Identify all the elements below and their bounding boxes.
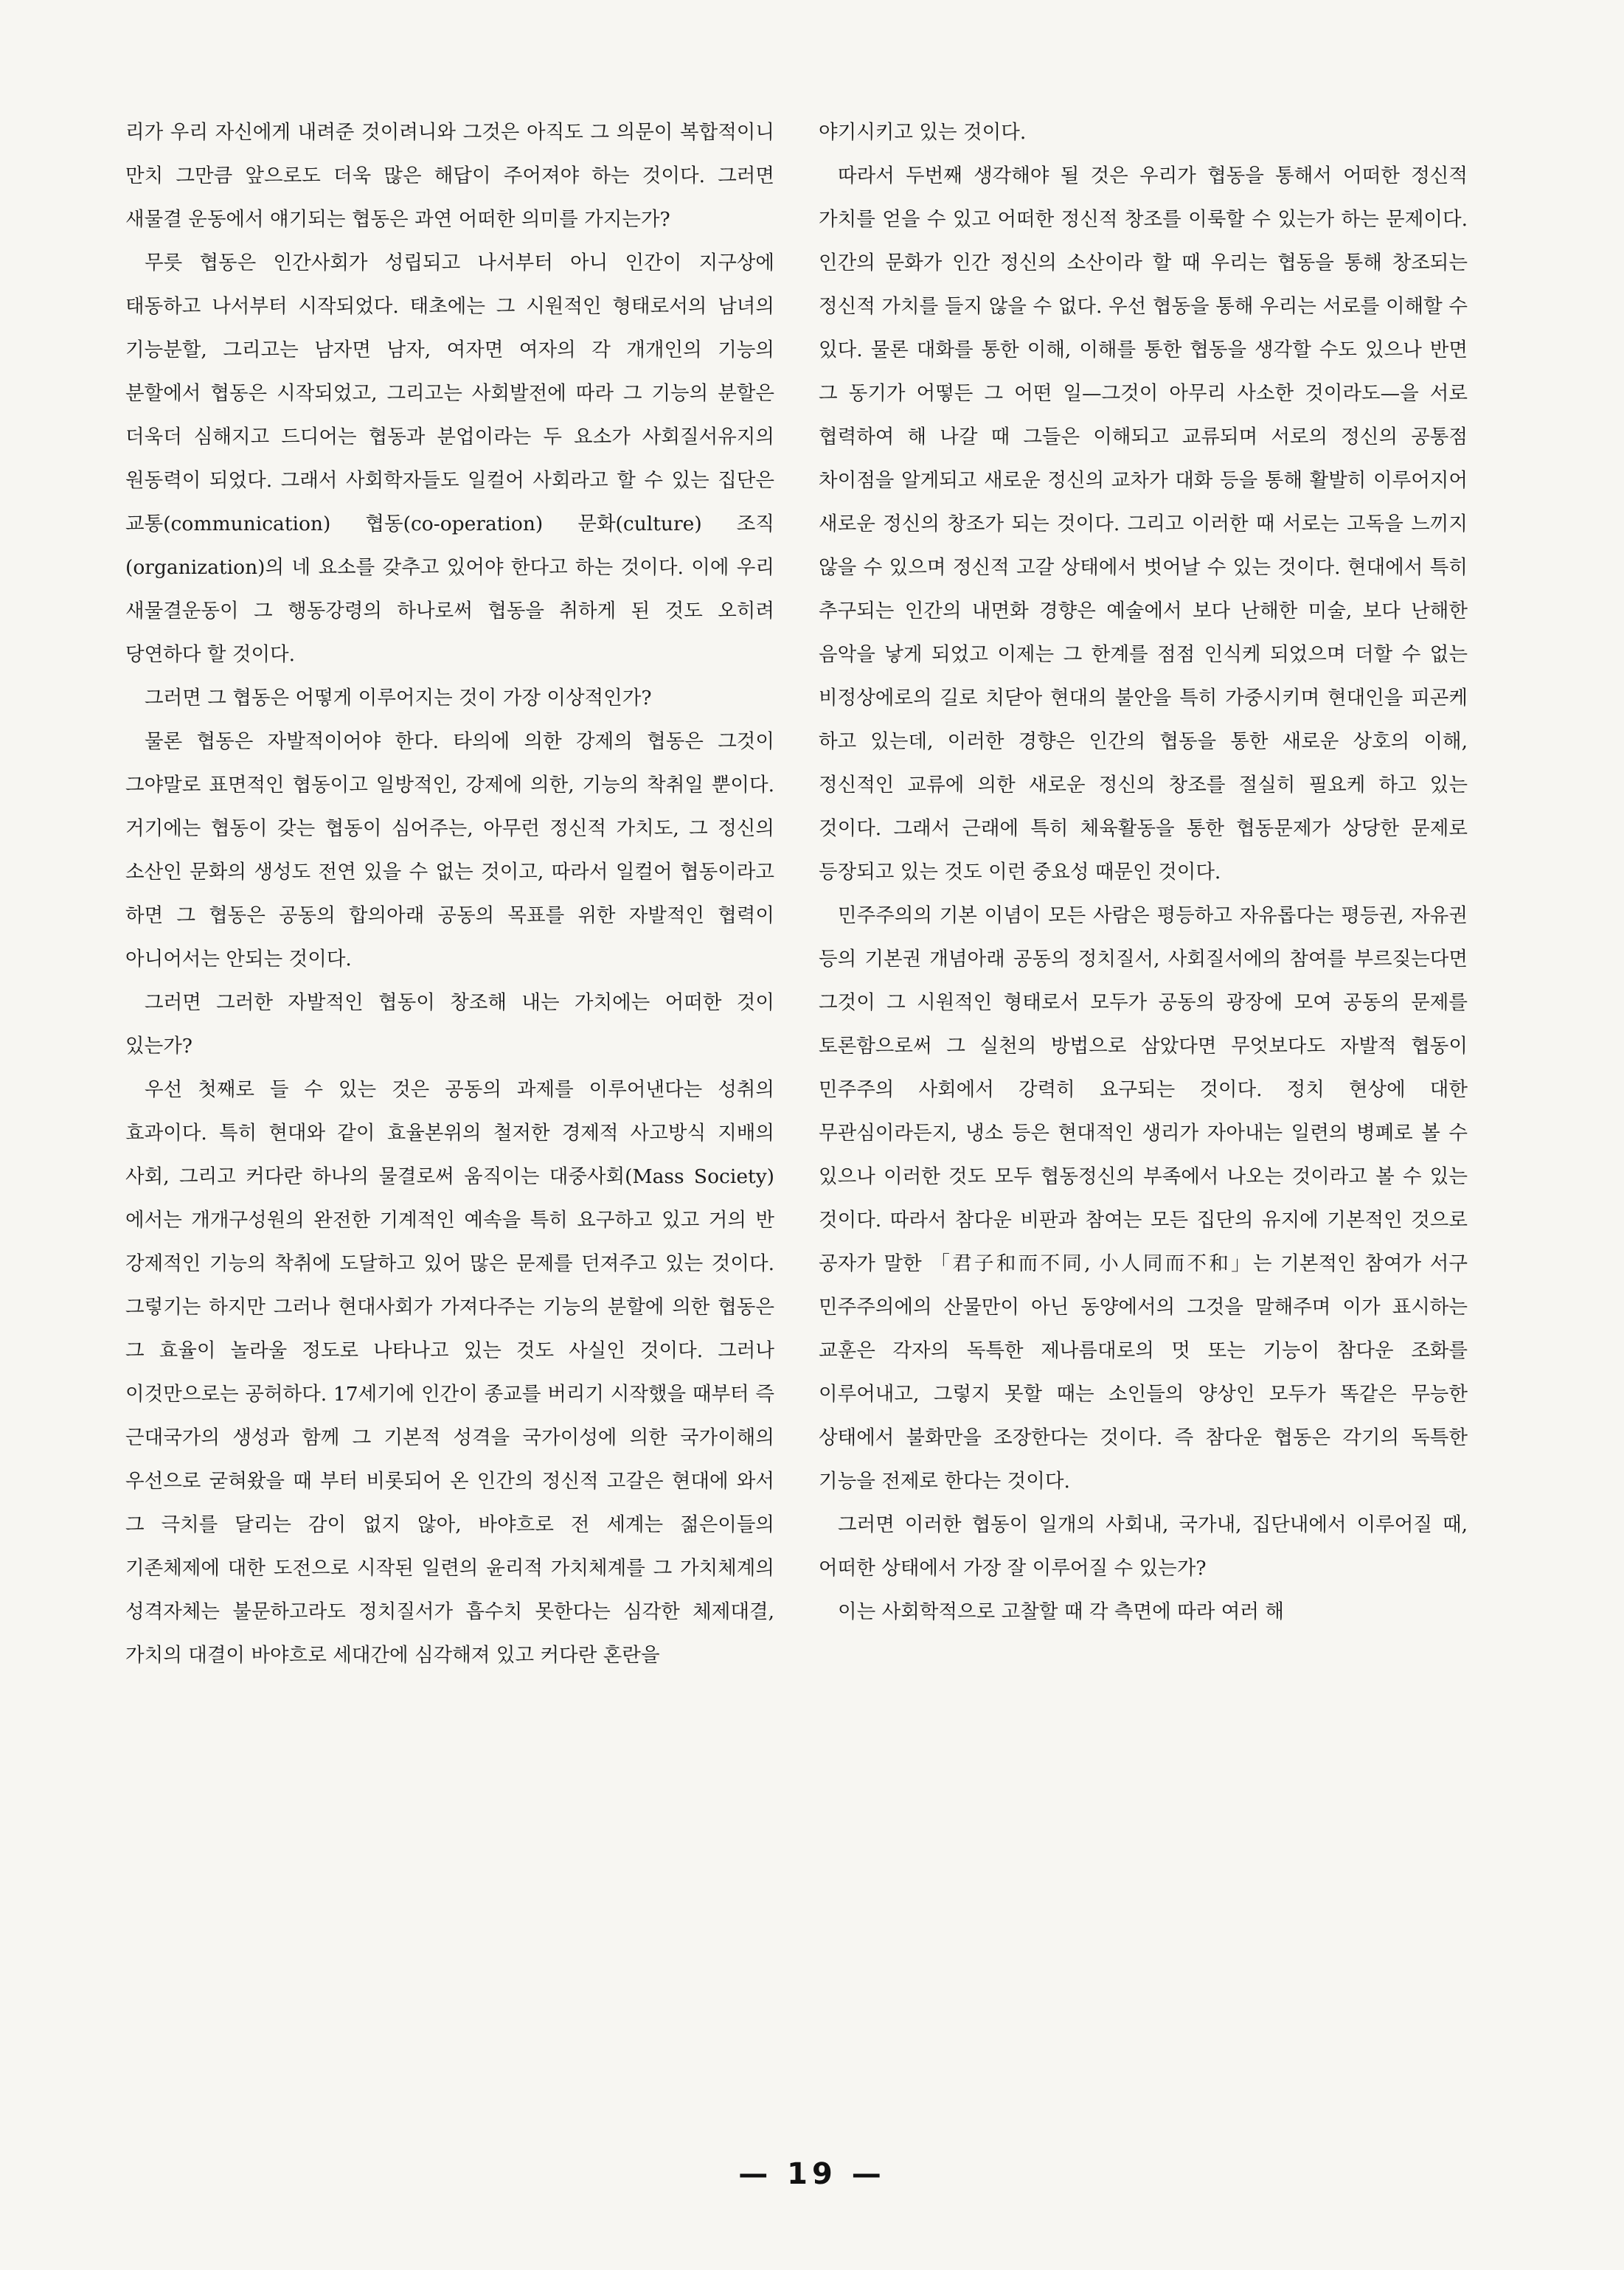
paragraph: 그러면 그 협동은 어떻게 이루어지는 것이 가장 이상적인가? <box>145 687 652 709</box>
paragraph: 우선 첫째로 들 수 있는 것은 공동의 과제를 이루어낸다는 성취의 효과이다. 특히 현대와 같이 효율본위의 철저한 경제적 사고방식 지배의 사회, 그리고 커다란 하나의 물결로써 움직이는 대중사회(Mass Society)에서는 개개구성원의 완전한 기계적인 예속을 특히 요구하고 있고 거의 반 강제적인 기능의 착취에 도달하고 있어 많은 문제를 던져주고 있는 것이다. 그렇기는 하지만 그러나 현대사회가 가져다주는 기능의 분할에 의한 협동은 그 효율이 놀라울 정도로 나타나고 있는 것도 사실인 것이다. 그러나 이것만으로는 공허하다. 17세기에 인간이 종교를 버리기 시작했을 때부터 즉 근대국가의 생성과 함께 그 기본적 성격을 국가이성에 의한 국가이해의 우선으로 굳혀왔을 때 부터 비롯되어 온 인간의 정신적 고갈은 현대에 와서 그 극치를 달리는 감이 없지 않아, 바야흐로 전 세계는 젊은이들의 기존체제에 대한 도전으로 시작된 일련의 윤리적 가치체계를 그 가치체계의 성격자체는 불문하고라도 정치질서가 흡수치 못한다는 심각한 체제대결, 가치의 대결이 바야흐로 세대간에 심각해져 있고 커다란 혼란을 <box>125 1078 774 1667</box>
right-column <box>819 111 1468 1634</box>
document-page <box>125 111 1468 2161</box>
paragraph: 그러면 그러한 자발적인 협동이 창조해 내는 가치에는 어떠한 것이 있는가? <box>125 991 774 1058</box>
page-number: — 19 — <box>738 2157 886 2191</box>
paragraph: 리가 우리 자신에게 내려준 것이려니와 그것은 아직도 그 의문이 복합적이니 만치 그만큼 앞으로도 더욱 많은 해답이 주어져야 하는 것이다. 그러면 새물결 운동에서 얘기되는 협동은 과연 어떠한 의미를 가지는가? <box>125 121 774 231</box>
left-column <box>125 111 774 1677</box>
paragraph: 야기시키고 있는 것이다. <box>819 121 1027 144</box>
paragraph: 물론 협동은 자발적이어야 한다. 타의에 의한 강제의 협동은 그것이 그야말로 표면적인 협동이고 일방적인, 강제에 의한, 기능의 착취일 뿐이다. 거기에는 협동이 갖는 협동이 심어주는, 아무런 정신적 가치도, 그 정신의 소산인 문화의 생성도 전연 있을 수 없는 것이고, 따라서 일컬어 협동이라고 하면 그 협동은 공동의 합의아래 공동의 목표를 위한 자발적인 협력이 아니어서는 안되는 것이다. <box>125 730 774 971</box>
paragraph: 따라서 두번째 생각해야 될 것은 우리가 협동을 통해서 어떠한 정신적 가치를 얻을 수 있고 어떠한 정신적 창조를 이룩할 수 있는가 하는 문제이다. 인간의 문화가 인간 정신의 소산이라 할 때 우리는 협동을 통해 창조되는 정신적 가치를 들지 않을 수 없다. 우선 협동을 통해 우리는 서로를 이해할 수 있다. 물론 대화를 통한 이해, 이해를 통한 협동을 생각할 수도 있으나 반면 그 동기가 어떻든 그 어떤 일—그것이 아무리 사소한 것이라도—을 서로 협력하여 해 나갈 때 그들은 이해되고 교류되며 서로의 정신의 공통점 차이점을 알게되고 새로운 정신의 교차가 대화 등을 통해 활발히 이루어지어 새로운 정신의 창조가 되는 것이다. 그리고 이러한 때 서로는 고독을 느끼지 않을 수 있으며 정신적 고갈 상태에서 벗어날 수 있는 것이다. 현대에서 특히 추구되는 인간의 내면화 경향은 예술에서 보다 난해한 미술, 보다 난해한 음악을 낳게 되었고 이제는 그 한계를 점점 인식케 되었으며 더할 수 없는 비정상에로의 길로 치닫아 현대의 불안을 특히 가중시키며 현대인을 피곤케 하고 있는데, 이러한 경향은 인간의 협동을 통한 새로운 상호의 이해, 정신적인 교류에 의한 새로운 정신의 창조를 절실히 필요케 하고 있는 것이다. 그래서 근래에 특히 체육활동을 통한 협동문제가 상당한 문제로 등장되고 있는 것도 이런 중요성 때문인 것이다. <box>819 164 1468 884</box>
paragraph: 무릇 협동은 인간사회가 성립되고 나서부터 아니 인간이 지구상에 태동하고 나서부터 시작되었다. 태초에는 그 시원적인 형태로서의 남녀의 기능분할, 그리고는 남자면 남자, 여자면 여자의 각 개개인의 기능의 분할에서 협동은 시작되었고, 그리고는 사회발전에 따라 그 기능의 분할은 더욱더 심해지고 드디어는 협동과 분업이라는 두 요소가 사회질서유지의 원동력이 되었다. 그래서 사회학자들도 일컬어 사회라고 할 수 있는 집단은 교통(communication) 협동(co-operation) 문화(culture) 조직(organization)의 네 요소를 갖추고 있어야 한다고 하는 것이다. 이에 우리 새물결운동이 그 행동강령의 하나로써 협동을 취하게 된 것도 오히려 당연하다 할 것이다. <box>125 251 774 666</box>
paragraph: 민주주의의 기본 이념이 모든 사람은 평등하고 자유롭다는 평등권, 자유권 등의 기본권 개념아래 공동의 정치질서, 사회질서에의 참여를 부르짖는다면 그것이 그 시원적인 형태로서 모두가 공동의 광장에 모여 공동의 문제를 토론함으로써 그 실천의 방법으로 삼았다면 무엇보다도 자발적 협동이 민주주의 사회에서 강력히 요구되는 것이다. 정치 현상에 대한 무관심이라든지, 냉소 등은 현대적인 생리가 자아내는 일련의 병폐로 볼 수 있으나 이러한 것도 모두 협동정신의 부족에서 나오는 것이라고 볼 수 있는 것이다. 따라서 참다운 비판과 참여는 모든 집단의 유지에 기본적인 것으로 공자가 말한 「君子和而不同, 小人同而不和」는 기본적인 참여가 서구 민주주의에의 산물만이 아닌 동양에서의 그것을 말해주며 이가 표시하는 교훈은 각자의 독특한 제나름대로의 멋 또는 기능이 참다운 조화를 이루어내고, 그렇지 못할 때는 소인들의 양상인 모두가 똑같은 무능한 상태에서 불화만을 조장한다는 것이다. 즉 참다운 협동은 각기의 독특한 기능을 전제로 한다는 것이다. <box>819 904 1468 1493</box>
paragraph: 이는 사회학적으로 고찰할 때 각 측면에 따라 여러 해 <box>838 1600 1284 1623</box>
paragraph: 그러면 이러한 협동이 일개의 사회내, 국가내, 집단내에서 이루어질 때, 어떠한 상태에서 가장 잘 이루어질 수 있는가? <box>819 1513 1468 1580</box>
